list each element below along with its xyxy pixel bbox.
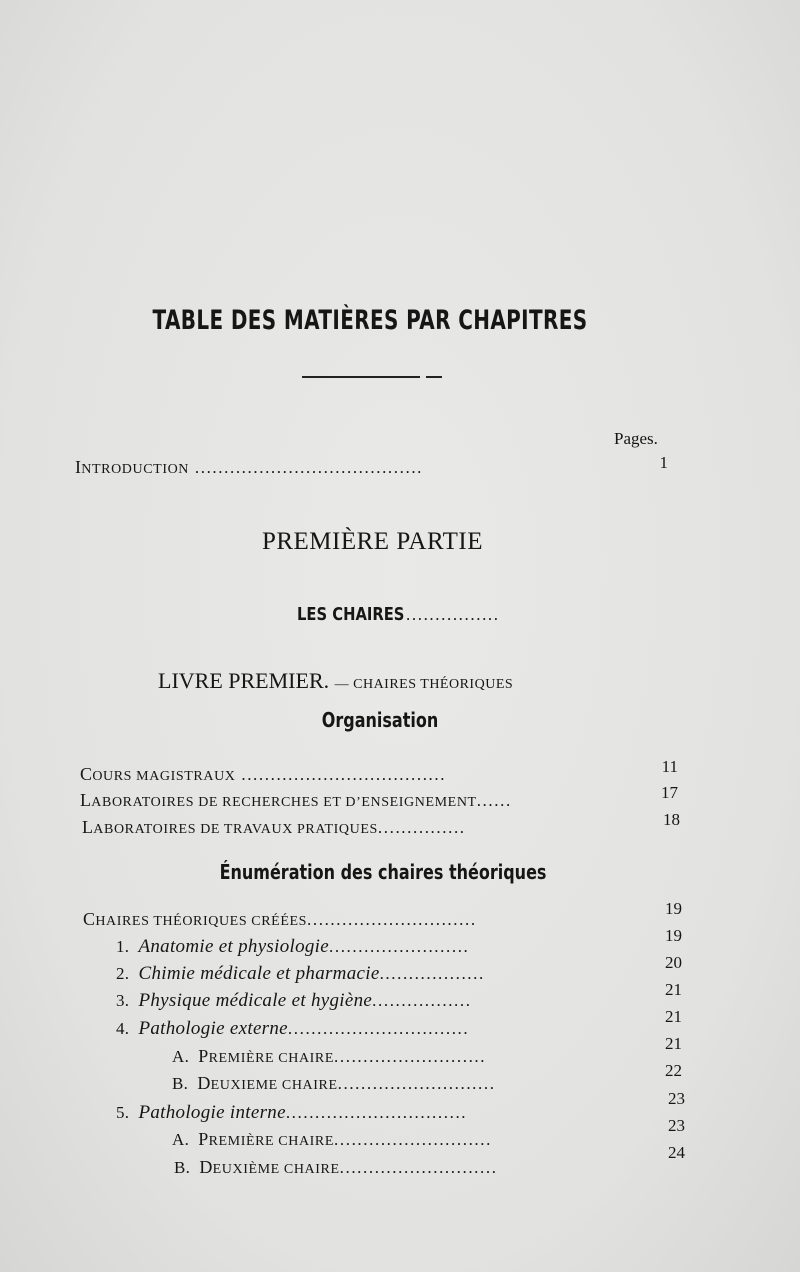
page-number: 23	[668, 1089, 685, 1108]
toc-entry: 5. Pathologie interne...............................	[116, 1102, 468, 1123]
page-number: 21	[665, 1034, 682, 1053]
title-rule	[302, 376, 442, 378]
toc-entry: CHAIRES THÉORIQUES CRÉÉES.............................	[83, 909, 477, 929]
section-heading-enumeration: Énumération des chaires théoriques	[219, 860, 547, 884]
page-number: 21	[665, 1007, 682, 1026]
toc-entry: LABORATOIRES DE RECHERCHES ET D’ENSEIGNEMENT......	[80, 790, 512, 810]
entry-label: NTRODUCTION	[81, 462, 190, 477]
entry-initial: I	[75, 457, 82, 477]
page-number: 17	[661, 783, 678, 802]
livre-subtitle: — CHAIRES THÉORIQUES	[334, 677, 514, 692]
chaires-heading: LES CHAIRES	[297, 604, 405, 625]
page-number: 1	[659, 453, 668, 472]
toc-entry: B. DEUXIÈME CHAIRE...........................	[174, 1157, 498, 1177]
page-number: 20	[665, 953, 682, 972]
toc-entry-introduction	[75, 457, 423, 478]
page-number: 24	[668, 1143, 685, 1162]
toc-entry: A. PREMIÈRE CHAIRE..........................	[172, 1046, 487, 1066]
page-number: 21	[665, 980, 682, 999]
toc-entry: LABORATOIRES DE TRAVAUX PRATIQUES...............	[82, 817, 466, 837]
leader-dots: .......................................	[189, 458, 424, 477]
toc-entry: 3. Physique médicale et hygiène.................	[116, 990, 472, 1011]
page-number: 22	[665, 1061, 682, 1080]
page-number: 19	[665, 899, 682, 918]
pages-column-header: Pages.	[614, 429, 658, 448]
toc-entry: A. PREMIÈRE CHAIRE...........................	[172, 1129, 492, 1149]
toc-entry: COURS MAGISTRAUX ...................................	[80, 764, 447, 784]
toc-entry: B. DEUXIEME CHAIRE...........................	[172, 1073, 496, 1093]
page-number: 11	[661, 757, 678, 776]
toc-entry: 1. Anatomie et physiologie........................	[116, 936, 470, 957]
page-number: 23	[668, 1116, 685, 1135]
leader-dots: ................	[406, 605, 500, 624]
page-title: TABLE DES MATIÈRES PAR CHAPITRES	[152, 305, 588, 336]
page-number: 19	[665, 926, 682, 945]
livre-title: LIVRE PREMIER.	[158, 668, 330, 693]
page-number: 18	[663, 810, 680, 829]
chaires-heading-line	[297, 604, 500, 625]
toc-entry: 4. Pathologie externe...............................	[116, 1018, 470, 1039]
livre-heading	[158, 668, 513, 694]
part-title: PREMIÈRE PARTIE	[261, 528, 484, 555]
toc-entry: 2. Chimie médicale et pharmacie..................	[116, 963, 485, 984]
section-heading-organisation: Organisation	[321, 708, 439, 732]
